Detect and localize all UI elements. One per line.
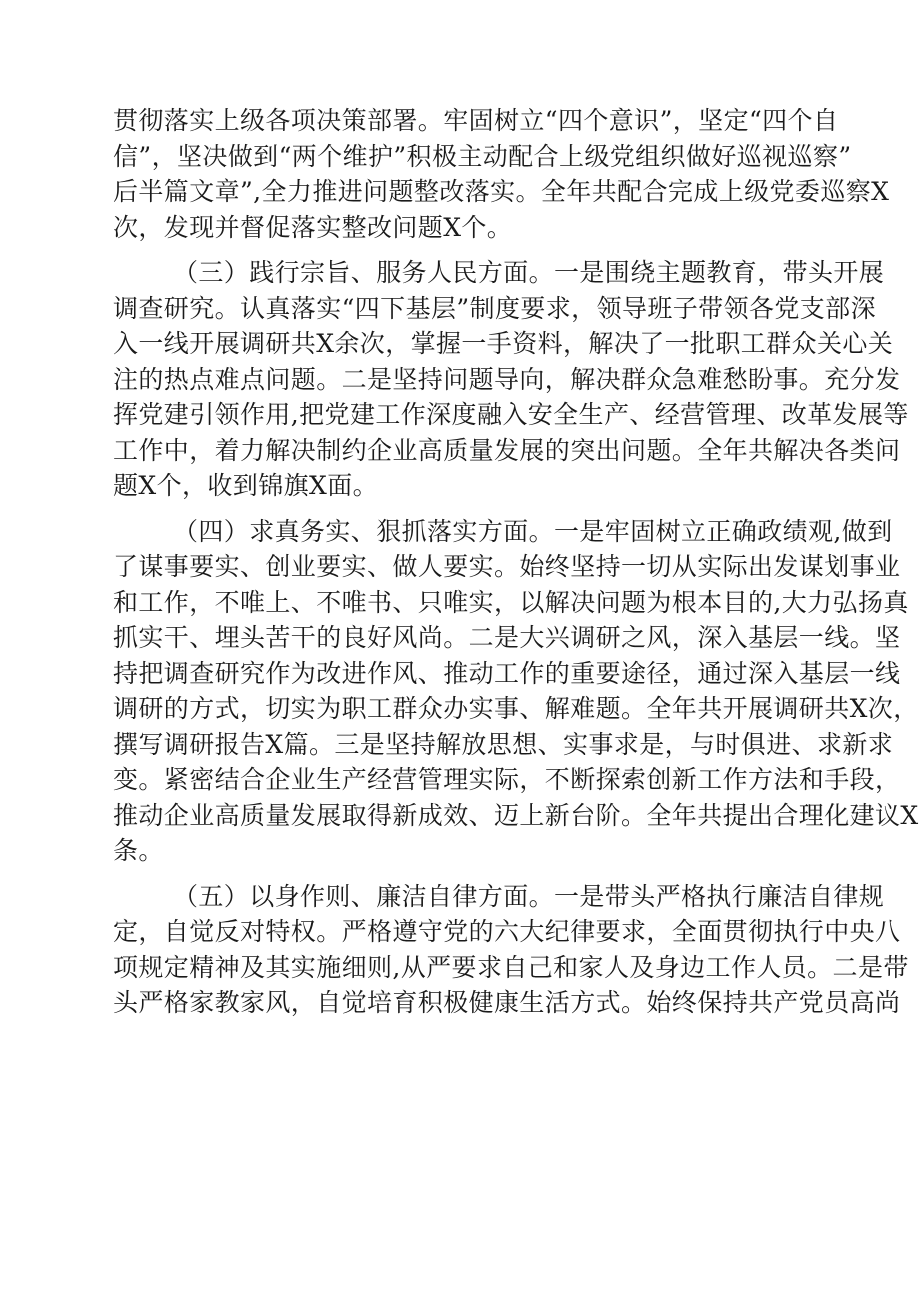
text-line: 推动企业高质量发展取得新成效、迈上新台阶。全年共提出合理化建议X bbox=[113, 800, 919, 830]
document-body bbox=[113, 103, 919, 1031]
text-line: 调查研究。认真落实“四下基层”制度要求，领导班子带领各党支部深 bbox=[113, 293, 876, 323]
text-line: 了谋事要实、创业要实、做人要实。始终坚持一切从实际出发谋划事业 bbox=[113, 552, 901, 581]
text-line: 和工作，不唯上、不唯书、只唯实，以解决问题为根本目的,大力弘扬真 bbox=[113, 587, 909, 617]
text-line: 条。 bbox=[113, 836, 164, 865]
text-line: （三）践行宗旨、服务人民方面。一是围绕主题教育，带头开展 bbox=[173, 258, 885, 287]
text-line: 定，自觉反对特权。严格遵守党的六大纪律要求，全面贯彻执行中央八 bbox=[113, 917, 901, 946]
text-line: 题X个，收到锦旗X面。 bbox=[113, 471, 378, 500]
text-line: 后半篇文章”,全力推进问题整改落实。全年共配合完成上级党委巡察X bbox=[113, 177, 890, 206]
text-line: 项规定精神及其实施细则,从严要求自己和家人及身边工作人员。二是带 bbox=[113, 952, 909, 982]
paragraph-section-5 bbox=[113, 879, 909, 1021]
paragraph-section-4 bbox=[113, 514, 919, 869]
text-line: 次，发现并督促落实整改问题X个。 bbox=[113, 212, 513, 242]
text-line: （四）求真务实、狠抓落实方面。一是牢固树立正确政绩观,做到 bbox=[173, 516, 893, 546]
text-line: 撰写调研报告X篇。三是坚持解放思想、实事求是，与时俱进、求新求 bbox=[113, 729, 894, 759]
text-line: 持把调查研究作为改进作风、推动工作的重要途径，通过深入基层一线 bbox=[113, 658, 901, 688]
text-line: 变。紧密结合企业生产经营管理实际，不断探索创新工作方法和手段， bbox=[113, 765, 901, 794]
text-line: 注的热点难点问题。二是坚持问题导向，解决群众急难愁盼事。充分发 bbox=[113, 364, 901, 394]
text-line: 工作中，着力解决制约企业高质量发展的突出问题。全年共解决各类问 bbox=[113, 435, 901, 465]
text-line: 入一线开展调研共X余次，掌握一手资料，解决了一批职工群众关心关 bbox=[113, 329, 894, 358]
paragraph-section-3 bbox=[113, 255, 909, 504]
paragraph-continuation bbox=[113, 103, 890, 245]
text-line: 挥党建引领作用,把党建工作深度融入安全生产、经营管理、改革发展等 bbox=[113, 400, 909, 429]
text-line: 头严格家教家风，自觉培育积极健康生活方式。始终保持共产党员高尚 bbox=[113, 988, 901, 1017]
text-line: 信”，坚决做到“两个维护”积极主动配合上级党组织做好巡视巡察” bbox=[113, 141, 852, 171]
text-line: 贯彻落实上级各项决策部署。牢固树立“四个意识”，坚定“四个自 bbox=[113, 106, 839, 135]
text-line: （五）以身作则、廉洁自律方面。一是带头严格执行廉洁自律规 bbox=[173, 881, 885, 911]
text-line: 调研的方式，切实为职工群众办实事、解难题。全年共开展调研共X次， bbox=[113, 694, 919, 723]
text-line: 抓实干、埋头苦干的良好风尚。二是大兴调研之风，深入基层一线。坚 bbox=[113, 623, 901, 652]
